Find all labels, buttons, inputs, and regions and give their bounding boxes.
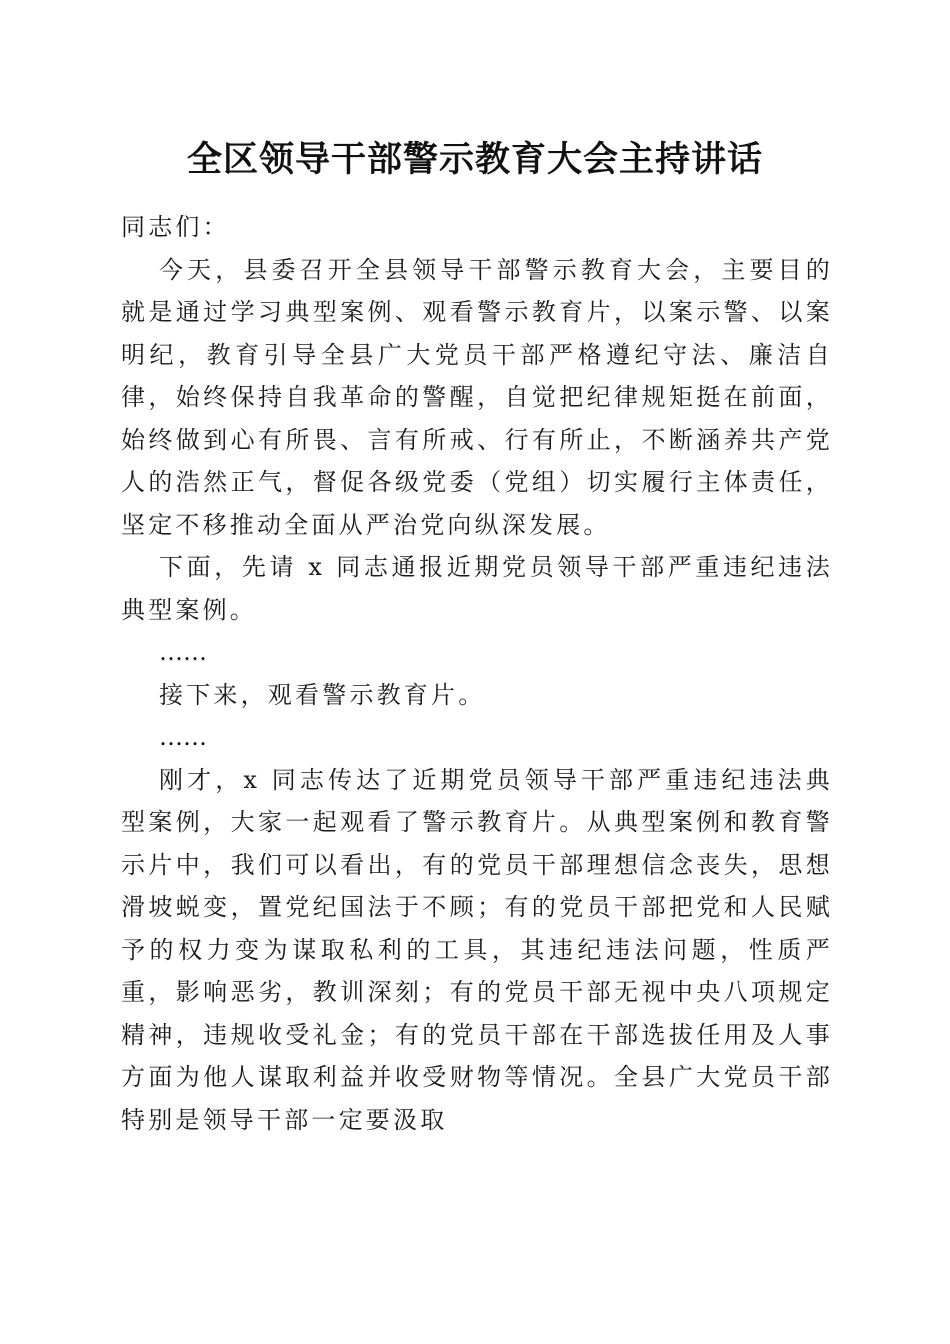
- ellipsis-1: ……: [159, 638, 207, 666]
- ellipsis-2: ……: [159, 723, 207, 751]
- paragraph-opening: 今天，县委召开全县领导干部警示教育大会，主要目的就是通过学习典型案例、观看警示教育片，以案示警、以案明纪，教育引导全县广大党员干部严格遵纪守法、廉洁自律，始终保持自我革命的警醒，自觉把纪律规矩挺在前面，始终做到心有所畏、言有所戒、行有所止，不断涵养共产党人的浩然正气，督促各级党委（党组）切实履行主体责任，坚定不移推动全面从严治党向纵深发展。: [121, 255, 833, 539]
- paragraph-video: 接下来，观看警示教育片。: [159, 680, 486, 709]
- paragraph-summary: 刚才，x 同志传达了近期党员领导干部严重违纪违法典型案例，大家一起观看了警示教育片。从典型案例和教育警示片中，我们可以看出，有的党员干部理想信念丧失，思想滑坡蜕变，置党纪国法于不顾；有的党员干部把党和人民赋予的权力变为谋取私利的工具，其违纪违法问题，性质严重，影响恶劣，教训深刻；有的党员干部无视中央八项规定精神，违规收受礼金；有的党员干部在干部选拔任用及人事方面为他人谋取利益并收受财物等情况。全县广大党员干部特别是领导干部一定要汲取: [121, 765, 833, 1134]
- salutation: 同志们：: [121, 213, 230, 241]
- document-title: 全区领导干部警示教育大会主持讲话: [186, 139, 763, 180]
- paragraph-case-report: 下面，先请 x 同志通报近期党员领导干部严重违纪违法典型案例。: [121, 553, 833, 624]
- document-body: [121, 206, 833, 1141]
